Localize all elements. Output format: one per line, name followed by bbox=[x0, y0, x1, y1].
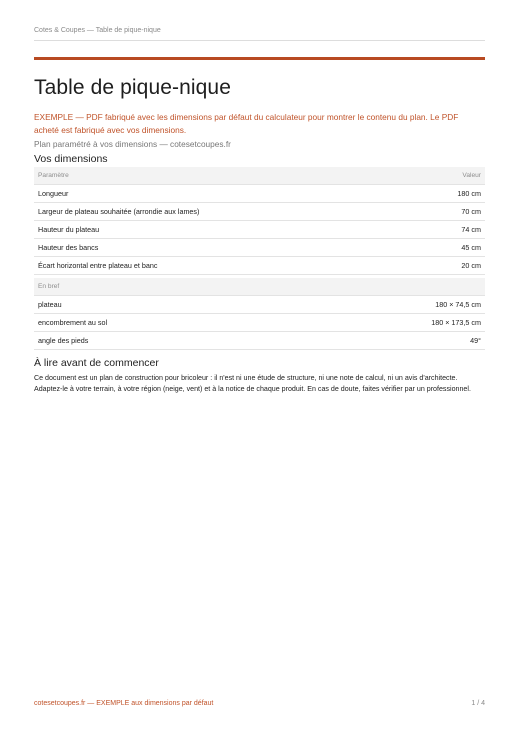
footer-site-link[interactable]: cotesetcoupes.fr — EXEMPLE aux dimensions par défaut bbox=[34, 700, 214, 707]
table-row bbox=[34, 314, 485, 332]
table-row bbox=[34, 203, 485, 221]
disclaimer-paragraph: Ce document est un plan de construction pour bricoleur : il n'est ni une étude de structure, ni une note de calcul, ni un avis d'architecte. Adaptez-le à votre terrain, à votre région (neige, vent) et à la notice de chaque produit. En cas de doute, faites vérifier par un professionnel. bbox=[34, 374, 471, 394]
table-row bbox=[34, 296, 485, 314]
param-label: Hauteur des bancs bbox=[34, 239, 414, 257]
summary-heading: En bref bbox=[34, 278, 485, 296]
page-title: Table de pique-nique bbox=[34, 76, 231, 99]
param-label: Largeur de plateau souhaitée (arrondie aux lames) bbox=[34, 203, 414, 221]
read-first-heading: À lire avant de commencer bbox=[34, 357, 159, 369]
page-footer bbox=[34, 700, 485, 707]
summary-table bbox=[34, 278, 485, 350]
summary-label: encombrement au sol bbox=[34, 314, 292, 332]
table-header-row bbox=[34, 278, 485, 296]
example-warning: EXEMPLE — PDF fabriqué avec les dimensions par défaut du calculateur pour montrer le contenu du plan. Le PDF acheté est fabriqué avec vos dimensions. bbox=[34, 112, 459, 135]
column-header-parameter: Paramètre bbox=[34, 167, 414, 185]
summary-label: angle des pieds bbox=[34, 332, 292, 350]
summary-label: plateau bbox=[34, 296, 292, 314]
document-page bbox=[34, 0, 485, 736]
column-header-value: Valeur bbox=[414, 167, 485, 185]
table-row bbox=[34, 332, 485, 350]
page-number: 1 / 4 bbox=[471, 700, 485, 707]
table-row bbox=[34, 239, 485, 257]
header-divider bbox=[34, 40, 485, 41]
param-label: Longueur bbox=[34, 185, 414, 203]
param-value: 180 cm bbox=[414, 185, 485, 203]
param-label: Hauteur du plateau bbox=[34, 221, 414, 239]
table-row bbox=[34, 257, 485, 275]
param-value: 70 cm bbox=[414, 203, 485, 221]
param-value: 20 cm bbox=[414, 257, 485, 275]
table-row bbox=[34, 185, 485, 203]
summary-value: 180 × 74,5 cm bbox=[292, 296, 485, 314]
running-header: Cotes & Coupes — Table de pique-nique bbox=[34, 27, 161, 34]
param-value: 45 cm bbox=[414, 239, 485, 257]
accent-bar bbox=[34, 57, 485, 60]
summary-value: 180 × 173,5 cm bbox=[292, 314, 485, 332]
summary-value: 49° bbox=[292, 332, 485, 350]
param-value: 74 cm bbox=[414, 221, 485, 239]
table-row bbox=[34, 221, 485, 239]
param-label: Écart horizontal entre plateau et banc bbox=[34, 257, 414, 275]
dimensions-table bbox=[34, 167, 485, 275]
table-header-row bbox=[34, 167, 485, 185]
plan-subtitle: Plan paramétré à vos dimensions — cotesetcoupes.fr bbox=[34, 139, 231, 149]
dimensions-heading: Vos dimensions bbox=[34, 153, 108, 165]
